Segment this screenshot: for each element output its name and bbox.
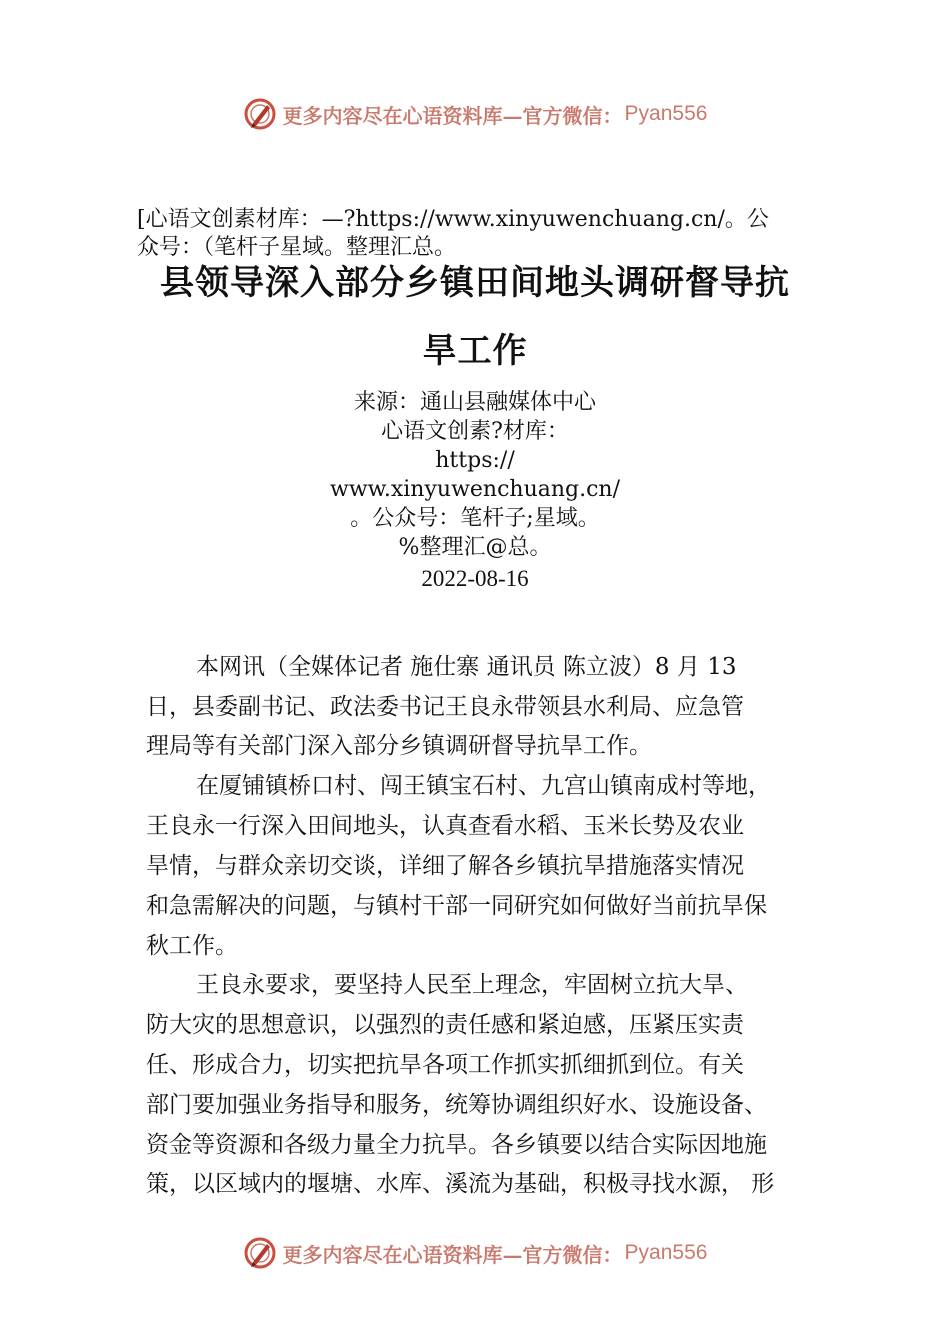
body-line: 和急需解决的问题，与镇村干部一同研究如何做好当前抗旱保	[146, 893, 767, 919]
meta-line-3: https://	[435, 448, 515, 473]
body-line: 王良永一行深入田间地头，认真查看水稻、玉米长势及农业	[146, 813, 744, 839]
meta-line-5: 。公众号：笔杆子;星域。	[350, 506, 600, 531]
page-title-line-1: 县领导深入部分乡镇田间地头调研督导抗	[160, 263, 790, 303]
banner-text: 更多内容尽在心语资料库—官方微信：	[282, 1242, 623, 1267]
top-banner	[0, 94, 950, 134]
body-line: 理局等有关部门深入部分乡镇调研督导抗旱工作。	[146, 733, 652, 759]
header-line-1: [心语文创素材库：—?https://www.xinyuwenchuang.cn/。公	[137, 207, 769, 232]
meta-line-2: 心语文创素?材库：	[381, 419, 569, 444]
meta-line-6: %整理汇@总。	[398, 535, 552, 560]
pen-logo-icon	[243, 1236, 277, 1270]
banner-wechat-id: Pyan556	[624, 102, 708, 125]
bottom-banner	[0, 1233, 950, 1273]
body-line: 王良永要求，要坚持人民至上理念，牢固树立抗大旱、	[196, 972, 748, 998]
publish-date: 2022-08-16	[421, 566, 529, 591]
body-line: 策，以区域内的堰塘、水库、溪流为基础，积极寻找水源， 形	[146, 1171, 775, 1197]
body-line: 日，县委副书记、政法委书记王良永带领县水利局、应急管	[146, 694, 744, 720]
source-line: 来源：通山县融媒体中心	[353, 390, 596, 415]
body-line: 旱情，与群众亲切交谈，详细了解各乡镇抗旱措施落实情况	[146, 853, 744, 879]
body-line: 任、形成合力，切实把抗旱各项工作抓实抓细抓到位。有关	[146, 1052, 744, 1078]
body-line: 防大灾的思想意识，以强烈的责任感和紧迫感，压紧压实责	[146, 1012, 744, 1038]
banner-wechat-id: Pyan556	[624, 1241, 708, 1264]
header-line-2: 众号：（笔杆子星域。整理汇总。	[137, 235, 457, 260]
body-line: 资金等资源和各级力量全力抗旱。各乡镇要以结合实际因地施	[146, 1132, 767, 1158]
page-title-line-2: 旱工作	[422, 331, 528, 371]
meta-line-4: www.xinyuwenchuang.cn/	[329, 477, 621, 502]
body-line: 秋工作。	[146, 933, 238, 959]
pen-logo-icon	[243, 97, 277, 131]
body-line: 在厦铺镇桥口村、闯王镇宝石村、九宫山镇南成村等地，	[196, 773, 771, 799]
body-line: 部门要加强业务指导和服务，统筹协调组织好水、设施设备、	[146, 1092, 767, 1118]
banner-text: 更多内容尽在心语资料库—官方微信：	[282, 103, 623, 128]
body-line: 本网讯（全媒体记者 施仕寨 通讯员 陈立波）8 月 13	[196, 654, 737, 680]
